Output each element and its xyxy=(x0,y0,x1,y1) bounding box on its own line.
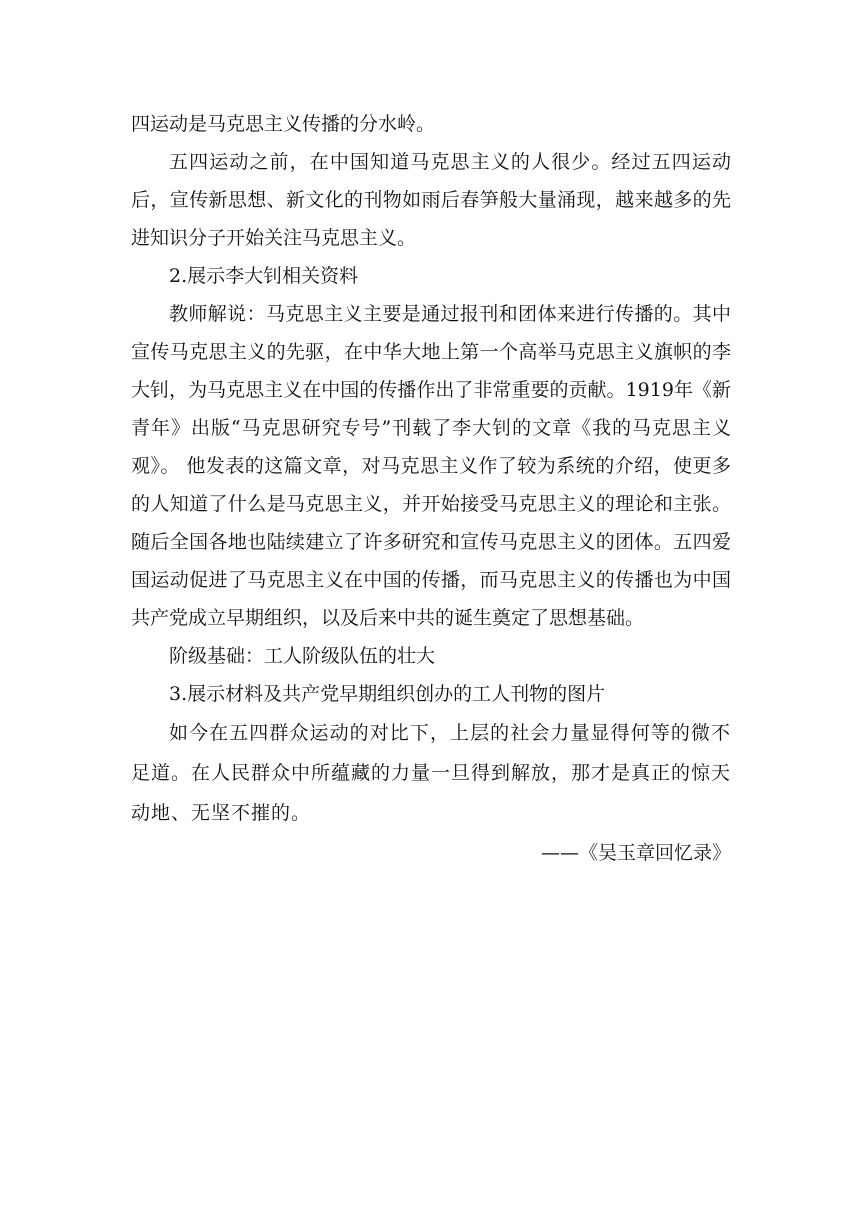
subheading-class-foundation: 阶级基础：工人阶级队伍的壮大 xyxy=(169,645,436,667)
quote-source: ——《吴玉章回忆录》 xyxy=(540,842,731,864)
quote-text: 如今在五四群众运动的对比下，上层的社会力量显得何等的微不足道。在人民群众中所蕴藏的力量一旦得到解放，那才是真正的惊天动地、无坚不摧的。 xyxy=(131,722,732,824)
paragraph-before-may-fourth: 五四运动之前，在中国知道马克思主义的人很少。经过五四运动后，宣传新思想、新文化的刊物如雨后春笋般大量涌现，越来越多的先进知识分子开始关注马克思主义。 xyxy=(131,151,731,249)
section-heading-li-dazhao: 2.展示李大钊相关资料 xyxy=(169,265,359,287)
paragraph-continuation: 四运动是马克思主义传播的分水岭。 xyxy=(131,113,436,135)
section-heading-worker-publications: 3.展示材料及共产党早期组织创办的工人刊物的图片 xyxy=(169,683,606,705)
paragraph-teacher-explanation: 教师解说：马克思主义主要是通过报刊和团体来进行传播的。其中宣传马克思主义的先驱，在中华大地上第一个高举马克思主义旗帜的李大钊，为马克思主义在中国的传播作出了非常重要的贡献。1919年《新青年》出版“马克思研究专号”刊载了李大钊的文章《我的马克思主义观》。 他发表的这篇文章，对马克思主义作了较为系统的介绍，使更多的人知道了什么是马克思主义，并开始接受马克思主义的理论和主张。随后全国各地也陆续建立了许多研究和宣传马克思主义的团体。五四爱国运动促进了马克思主义在中国的传播，而马克思主义的传播也为中国共产党成立早期组织，以及后来中共的诞生奠定了思想基础。 xyxy=(131,303,731,629)
document-body xyxy=(131,105,731,873)
